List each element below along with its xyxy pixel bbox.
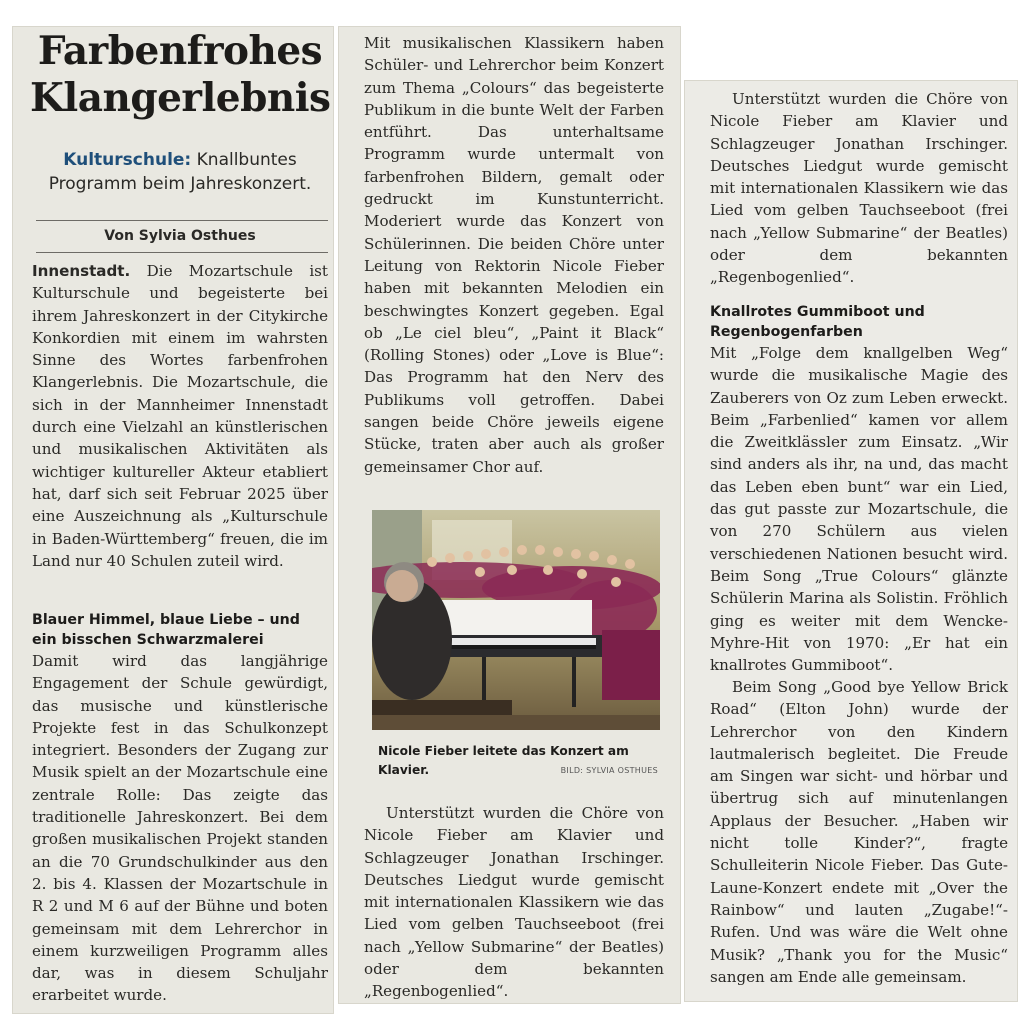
byline-rule-bottom [36,252,328,253]
paragraph-engagement: Damit wird das langjährige Engagement der Schule gewürdigt, das musische und künstlerische Projekte fest in das Schulkonzept integriert. Besonders der Zugang zur Musik spielt an der Mozartschule eine zentrale Rolle: Das zeigte das traditionelle Jahreskonzert. Bei dem großen musikalischen Projekt standen an die 70 Grundschulkinder aus den 2. bis 4. Klassen der Mozartschule in R 2 und M 6 auf der Bühne und boten gemeinsam mit dem Lehrerchor in einem kurzweiligen Programm alles dar, was in diesem Schuljahr erarbeitet wurde. [32,652,328,1005]
kicker-label: Kulturschule: [63,150,192,170]
byline-rule [36,220,328,221]
paragraph-colours: Mit musikalischen Klassikern haben Schüler- und Lehrerchor beim Konzert zum Thema „Colours“ das begeisterte Publikum in die bunte Welt der Farben entführt. Das unterhaltsame Programm wurde untermalt von farbenfrohen Bildern, gemalt oder gedruckt im Kunstunterricht. Moderiert wurde das Konzert von Schülerinnen. Die beiden Chöre unter Leitung von Rektorin Nicole Fieber haben mit bekannten Melodien ein beschwingtes Konzert gegeben. Egal ob „Le ciel bleu“, „Paint it Black“ (Rolling Stones) oder „Love is Blue“: Das Programm hat den Nerv des Publikums voll getroffen. Dabei sangen beide Chöre jeweils eigene Stücke, traten aber auch als großer gemeinsamer Chor auf. [364,34,664,476]
article-clipping-1 [12,26,334,1014]
kicker-text: Knallbuntes Programm beim Jahreskonzert. [48,150,312,194]
intro-text: Die Mozartschule ist Kulturschule und begeisterte bei ihrem Jahreskonzert in der Citykirche Konkordien mit einem im wahrsten Sinne des Wortes farbenfrohen Klangerlebnis. Die Mozartschule, die sich in der Mannheimer Innenstadt durch eine Vielzahl an künstlerischen und musikalischen Aktivitäten als wichtiger kultureller Akteur etabliert hat, darf sich seit Februar 2025 über eine Auszeichnung als „Kulturschule in Baden-Württemberg“ freuen, die im Land nur 40 Schulen zuteil wird. [32,262,328,570]
subheading-gummiboot: Knallrotes Gummiboot und Regenbogenfarben [710,304,925,340]
photo-caption: Nicole Fieber leitete das Konzert am Klavier. [378,744,629,777]
paragraph-yellow-brick-road: Beim Song „Good bye Yellow Brick Road“ (Elton John) wurde der Lehrerchor von den Kindern lautmalerisch begleitet. Die Freude am Singen war sicht- und hörbar und übertrug sich auf minutenlangen Applaus der Besucher. „Haben wir nicht tolle Kinder?“, fragte Schulleiterin Nicole Fieber. Das Gute-Laune-Konzert endete mit „Over the Rainbow“ und lauten „Zugabe!“-Rufen. Und was wäre die Welt ohne Musik? „Thank you for the Music“ sangen am Ende alle gemeinsam. [710,678,1008,986]
intro-place: Innenstadt. [32,262,131,280]
intro-paragraph [32,260,328,572]
photo-credit: BILD: SYLVIA OSTHUES [560,766,658,775]
article-kicker [30,148,330,196]
article-byline: Von Sylvia Osthues [104,228,256,244]
article-clipping-3 [684,80,1018,1002]
paragraph-zauberer: Mit „Folge dem knallgelben Weg“ wurde die musikalische Magie des Zauberers von Oz zum Leben erweckt. Beim „Farbenlied“ kamen vor allem die Zweitklässler zum Einsatz. „Wir sind anders als ihr, na und, das macht das Leben eben bunt“ war ein Lied, das gut passte zur Mozartschule, die von 270 Schülern aus vielen verschiedenen Nationen besucht wird. Beim Song „True Colours“ glänzte Schülerin Marina als Solistin. Fröhlich ging es weiter mit dem Wencke-Myhre-Hit von 1970: „Er hat ein knallrotes Gummiboot“. [710,344,1008,675]
concert-photo [372,510,660,730]
paragraph-unterstuetzt: Unterstützt wurden die Chöre von Nicole Fieber am Klavier und Schlagzeuger Jonathan Irschinger. Deutsches Liedgut wurde gemischt mit internationalen Klassikern wie das Lied vom gelben Tauchseeboot (frei nach „Yellow Submarine“ der Beatles) oder dem bekannten „Regenbogenlied“. [364,804,664,1001]
article-headline: Farbenfrohes Klangerlebnis [30,28,331,121]
concert-photo-image [372,510,660,730]
article-clipping-2 [338,26,681,1004]
paragraph-unterstuetzt-repeat: Unterstützt wurden die Chöre von Nicole Fieber am Klavier und Schlagzeuger Jonathan Irschinger. Deutsches Liedgut wurde gemischt mit internationalen Klassikern wie das Lied vom gelben Tauchseeboot (frei nach „Yellow Submarine“ der Beatles) oder dem bekannten „Regenbogenlied“. [710,90,1008,287]
subheading-blauer-himmel: Blauer Himmel, blaue Liebe – und ein bisschen Schwarzmalerei [32,612,300,648]
